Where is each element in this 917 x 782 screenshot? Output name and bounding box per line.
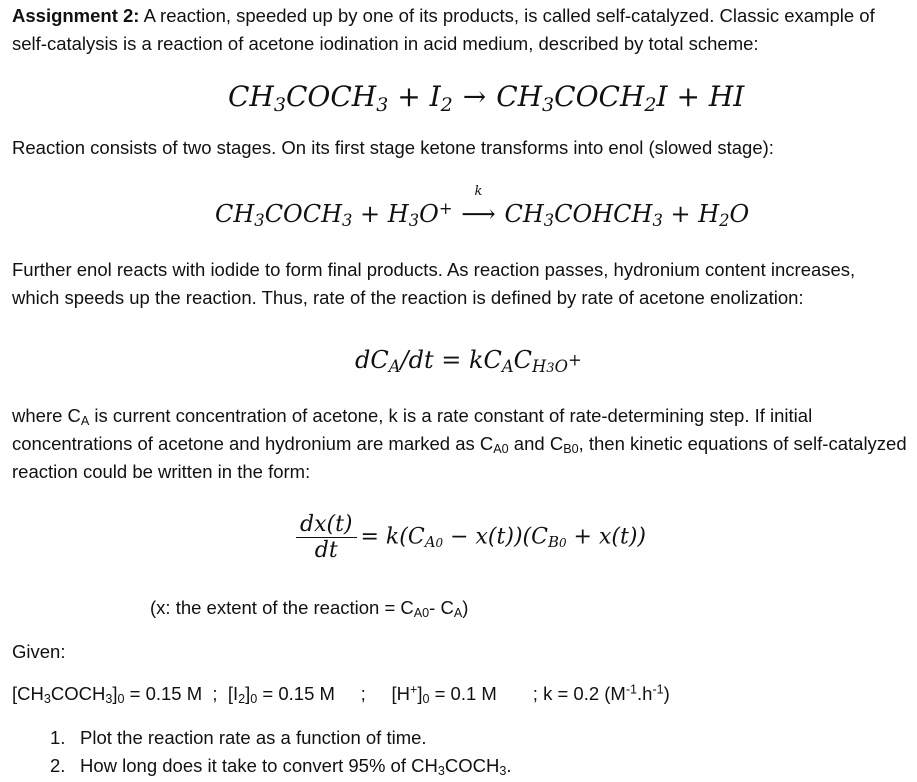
where-paragraph: where $C_A$ is current concentration of acetone, k is a rate constant of rate-determining step. If initial concentrations of acetone and hydronium are marked as $C_{A0}$ and $C_{B0}$, then kinetic equations of self-catalyzed reaction could be written in the form:	[12, 405, 907, 482]
given-values: $[CH_3COCH_3]_0 = 0.15$ M ; $[I_2]_0 = 0.15$ M ; $[H^+]_0 = 0.1$ M ; k = 0.2 $(M^{-1}.h^{-1})$	[12, 682, 670, 707]
intro-text: A reaction, speeded up by one of its products, is called self-catalyzed. Classic example of self-catalysis is a reaction of acetone iodination in acid medium, described by total scheme:	[12, 5, 875, 54]
enol-paragraph: Further enol reacts with iodide to form final products. As reaction passes, hydronium content increases, which speeds up the reaction. Thus, rate of the reaction is defined by rate of acetone enolization:	[12, 259, 856, 308]
derivative-fraction: $\frac{dx(t)}{dt}$	[296, 512, 357, 563]
question-2: 2. How long does it take to convert 95% of $CH_3COCH_3$.	[50, 755, 512, 779]
intro-paragraph	[12, 2, 907, 58]
assignment-label: Assignment 2:	[12, 5, 140, 26]
stage-paragraph: Reaction consists of two stages. On its first stage ketone transforms into enol (slowed stage):	[12, 137, 774, 158]
extent-note: (x: the extent of the reaction = $C_{A0}-$ $C_A$)	[150, 597, 469, 621]
kinetic-equation: $\frac{dx(t)}{dt}$ = $k(C_{A0} - x(t))(C_{B0} + x(t))$	[296, 512, 646, 563]
rate-constant-arrow: k ⟶	[461, 184, 496, 228]
given-label: Given:	[12, 641, 66, 662]
reaction-arrow: →	[462, 80, 487, 113]
rate-equation: $dC_A/dt = kC_AC_{H3O+}$	[355, 346, 582, 377]
overall-reaction-equation: $CH_3COCH_3 + I_2$ → $CH_3COCH_2I$ + HI	[228, 80, 745, 116]
question-1: 1. Plot the reaction rate as a function of time.	[50, 727, 427, 748]
enolization-equation: $CH_3COCH_3 + H_3O^+$ k ⟶ $CH_3COHCH_3 + H_2O$	[215, 184, 750, 231]
